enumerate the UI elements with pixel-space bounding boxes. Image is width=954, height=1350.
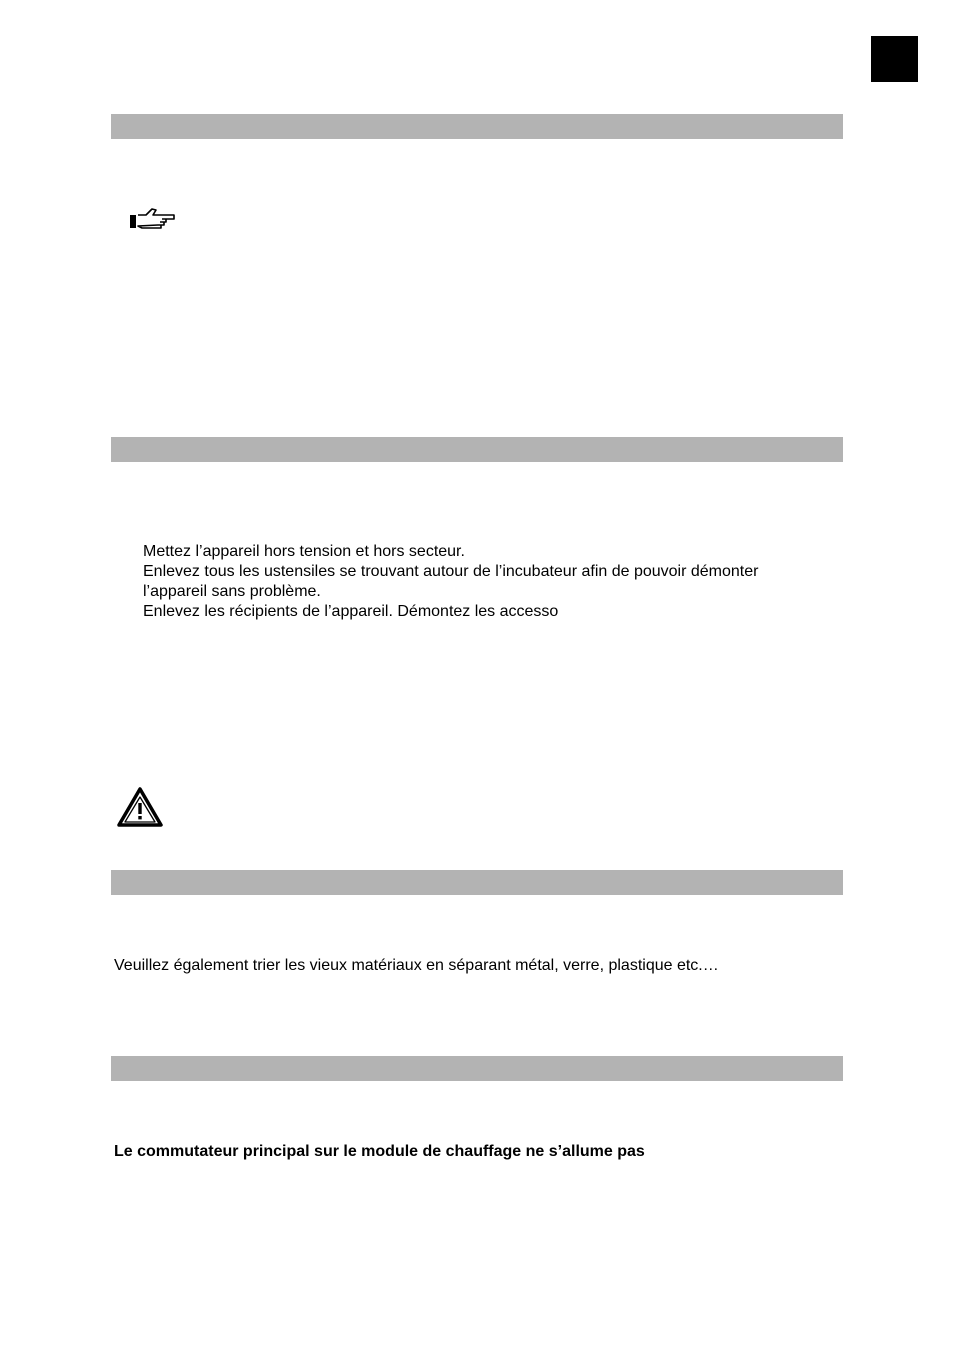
section-bar-3 (111, 870, 843, 895)
step-line: Enlevez les récipients de l’appareil. Démontez les accesso (143, 603, 559, 620)
section-bar-1 (111, 114, 843, 139)
recycling-note: Veuillez également trier les vieux matériaux en séparant métal, verre, plastique etc.… (114, 957, 719, 974)
page-corner-tab (871, 36, 918, 82)
section-bar-4 (111, 1056, 843, 1081)
section-bar-2 (111, 437, 843, 462)
step-line: l’appareil sans problème. (143, 583, 321, 600)
step-line: Enlevez tous les ustensiles se trouvant autour de l’incubateur afin de pouvoir démonter (143, 563, 759, 580)
disassembly-steps (143, 542, 758, 622)
pointing-hand-icon (128, 206, 176, 237)
warning-triangle-icon (117, 786, 163, 833)
troubleshooting-heading: Le commutateur principal sur le module de chauffage ne s’allume pas (114, 1143, 645, 1160)
step-line: Mettez l’appareil hors tension et hors secteur. (143, 543, 465, 560)
